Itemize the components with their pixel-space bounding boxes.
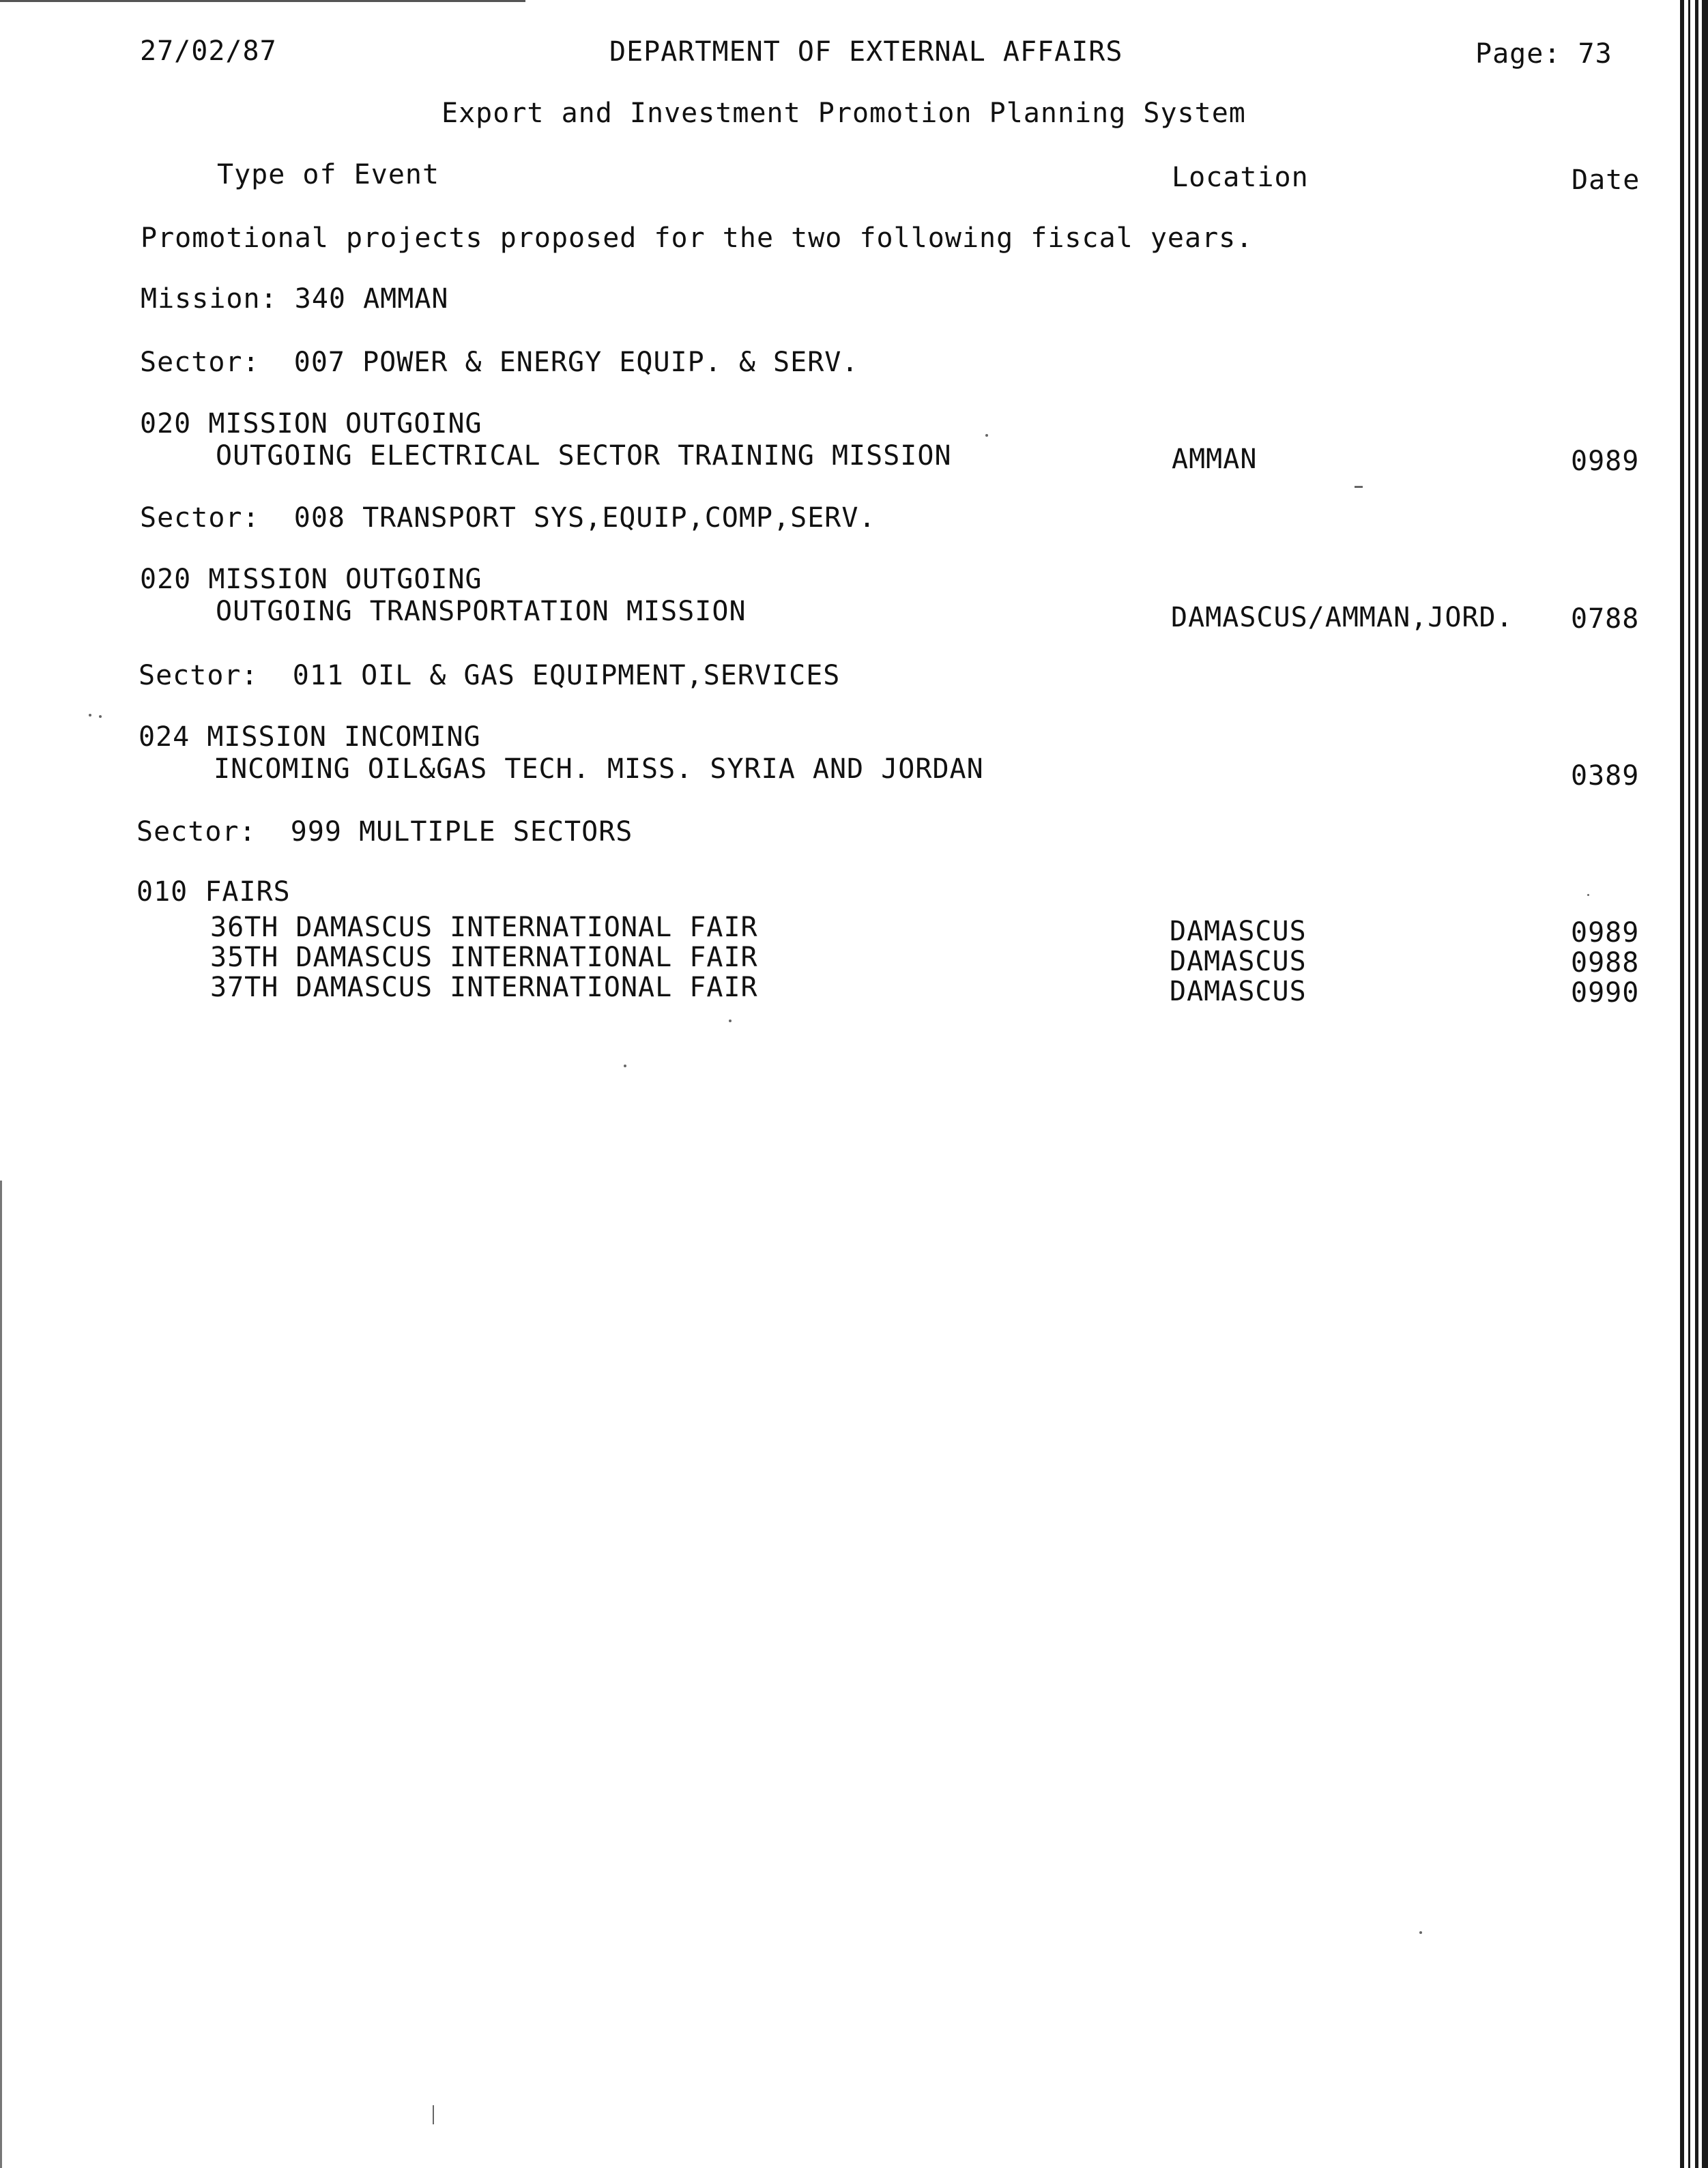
event-date: 0990 xyxy=(1571,977,1640,1009)
event-name: OUTGOING ELECTRICAL SECTOR TRAINING MISSION xyxy=(216,440,952,472)
scan-speck xyxy=(1587,894,1589,896)
scan-speck xyxy=(99,715,102,718)
event-location: AMMAN xyxy=(1172,444,1258,475)
event-type-heading: 010 FAIRS xyxy=(136,876,291,908)
event-name: 35TH DAMASCUS INTERNATIONAL FAIR xyxy=(210,942,758,973)
event-location: DAMASCUS xyxy=(1170,946,1307,977)
system-title: Export and Investment Promotion Planning System xyxy=(442,98,1246,129)
scan-right-edge xyxy=(1702,0,1708,2168)
event-location: DAMASCUS xyxy=(1170,916,1307,947)
event-name: 36TH DAMASCUS INTERNATIONAL FAIR xyxy=(210,912,758,943)
scan-right-edge xyxy=(1695,0,1698,2168)
event-name: 37TH DAMASCUS INTERNATIONAL FAIR xyxy=(210,972,758,1003)
scan-speck xyxy=(985,434,988,437)
sector-heading: Sector: 999 MULTIPLE SECTORS xyxy=(136,816,633,848)
event-date: 0988 xyxy=(1571,947,1640,979)
event-date: 0788 xyxy=(1571,603,1640,635)
mission-heading: Mission: 340 AMMAN xyxy=(141,283,449,315)
scan-top-rule xyxy=(0,0,525,2)
column-type-of-event: Type of Event xyxy=(217,159,440,190)
event-date: 0389 xyxy=(1571,760,1640,792)
sector-heading: Sector: 007 POWER & ENERGY EQUIP. & SERV. xyxy=(140,347,859,378)
event-date: 0989 xyxy=(1571,917,1640,949)
event-date: 0989 xyxy=(1571,446,1640,477)
event-location: DAMASCUS xyxy=(1170,976,1307,1007)
scan-right-edge xyxy=(1688,0,1690,2168)
scan-speck xyxy=(729,1020,732,1022)
column-location: Location xyxy=(1172,162,1309,193)
scan-left-rule xyxy=(0,1181,2,2168)
column-date: Date xyxy=(1572,164,1640,196)
scan-speck xyxy=(1355,486,1363,488)
department-title: DEPARTMENT OF EXTERNAL AFFAIRS xyxy=(609,36,1123,68)
event-type-heading: 024 MISSION INCOMING xyxy=(139,721,481,753)
scan-speck xyxy=(433,2105,434,2124)
event-type-heading: 020 MISSION OUTGOING xyxy=(140,408,482,439)
scan-speck xyxy=(89,714,91,717)
report-date: 27/02/87 xyxy=(140,35,277,67)
scan-speck xyxy=(624,1065,626,1067)
scan-speck xyxy=(1419,1931,1422,1934)
page-number: Page: 73 xyxy=(1475,38,1612,70)
event-location: DAMASCUS/AMMAN,JORD. xyxy=(1171,602,1514,633)
intro-text: Promotional projects proposed for the two following fiscal years. xyxy=(141,222,1254,254)
event-name: INCOMING OIL&GAS TECH. MISS. SYRIA AND JORDAN xyxy=(214,753,984,785)
sector-heading: Sector: 008 TRANSPORT SYS,EQUIP,COMP,SERV. xyxy=(140,502,876,534)
event-type-heading: 020 MISSION OUTGOING xyxy=(140,564,482,595)
scan-right-edge xyxy=(1680,0,1684,2168)
event-name: OUTGOING TRANSPORTATION MISSION xyxy=(216,596,747,627)
sector-heading: Sector: 011 OIL & GAS EQUIPMENT,SERVICES xyxy=(139,660,841,691)
